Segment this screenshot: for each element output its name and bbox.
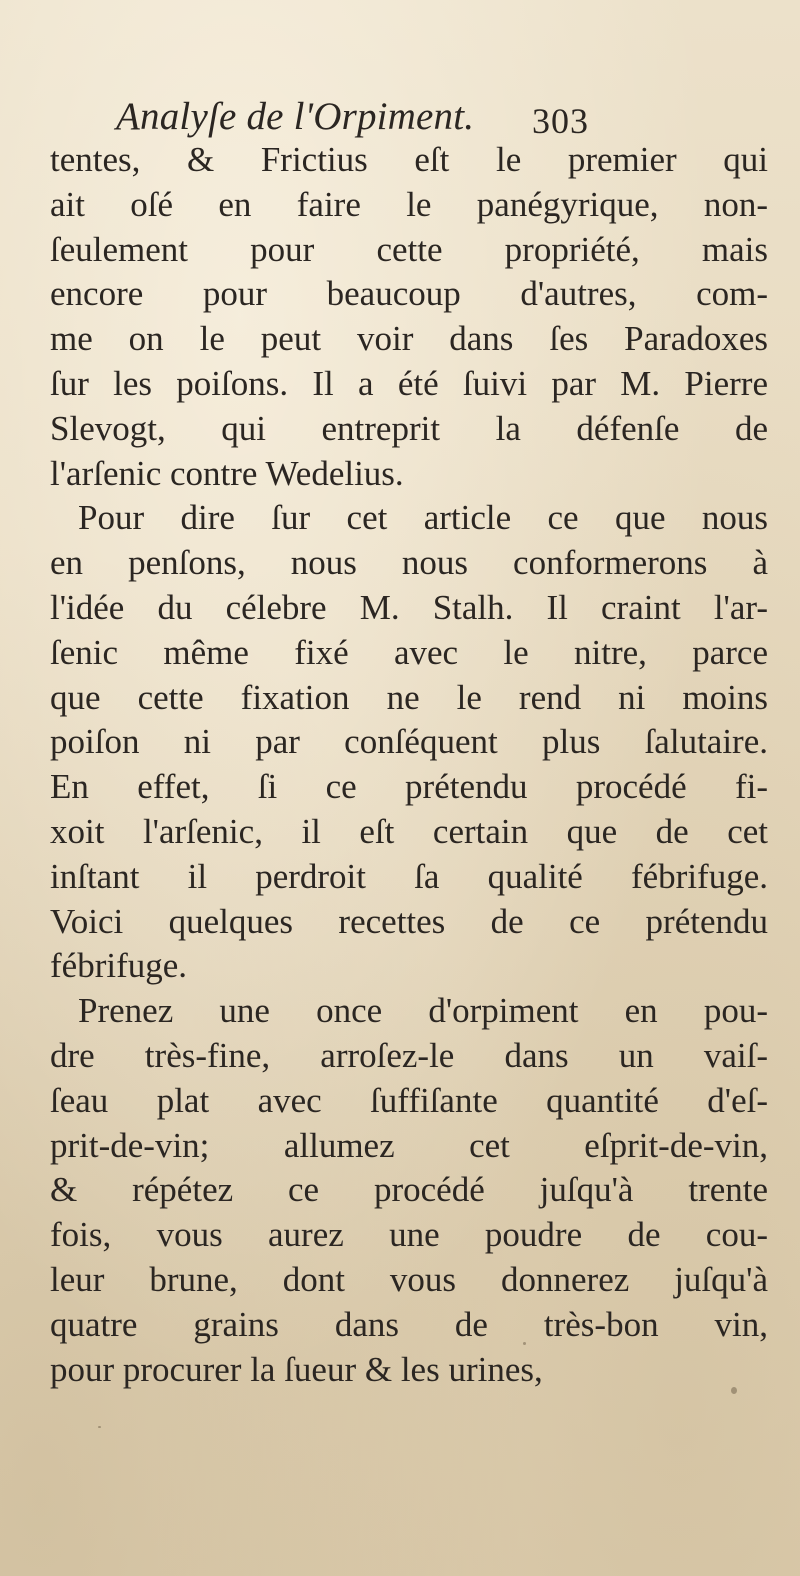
text-line: me on le peut voir dans ſes Paradoxes — [50, 319, 768, 359]
text-line: que cette fixation ne le rend ni moins — [50, 677, 768, 717]
text-line: tentes, & Frictius eſt le premier qui — [50, 140, 768, 179]
page-header — [116, 92, 596, 142]
text-line: prit-de-vin; allumez cet eſprit-de-vin, — [50, 1125, 768, 1165]
text-line: xoit l'arſenic, il eſt certain que de cet — [50, 811, 768, 851]
paragraph-3 — [50, 989, 768, 1392]
text-line: & répétez ce procédé juſqu'à trente — [50, 1170, 768, 1210]
text-line: fébrifuge. — [50, 946, 188, 986]
text-line: Voici quelques recettes de ce prétendu — [50, 901, 768, 941]
page-number: 303 — [532, 101, 589, 141]
text-line: Slevogt, qui entreprit la défenſe de — [50, 408, 768, 448]
running-title: Analyſe de l'Orpiment. — [116, 95, 475, 138]
text-line: l'arſenic contre Wedelius. — [50, 453, 404, 493]
text-line: l'idée du célebre M. Stalh. Il craint l'ar- — [50, 587, 768, 627]
text-line: dre très-fine, arroſez-le dans un vaiſ- — [50, 1035, 768, 1075]
text-line: ſeulement pour cette propriété, mais — [50, 229, 768, 269]
text-line: Pour dire ſur cet article ce que nous — [78, 498, 768, 538]
paragraph-1 — [50, 138, 768, 496]
text-line: quatre grains dans de très-bon vin, — [50, 1304, 768, 1344]
text-line: ſeau plat avec ſuffiſante quantité d'eſ- — [50, 1080, 768, 1120]
text-line: leur brune, dont vous donnerez juſqu'à — [50, 1259, 768, 1299]
body-text — [50, 138, 768, 1392]
text-line: ait oſé en faire le panégyrique, non- — [50, 184, 768, 224]
text-line: encore pour beaucoup d'autres, com- — [50, 274, 768, 314]
text-line: poiſon ni par conſéquent plus ſalutaire. — [50, 722, 768, 762]
text-line: ſur les poiſons. Il a été ſuivi par M. Pierre — [50, 363, 768, 403]
paragraph-2 — [50, 496, 768, 989]
text-line: En effet, ſi ce prétendu procédé fi- — [50, 767, 768, 807]
text-line: fois, vous aurez une poudre de cou- — [50, 1215, 768, 1255]
paper-speck — [731, 1387, 737, 1394]
paper-speck — [523, 1342, 526, 1345]
text-line: pour procurer la ſueur & les urines, — [50, 1349, 543, 1389]
text-line: ſenic même fixé avec le nitre, parce — [50, 632, 768, 672]
text-line: inſtant il perdroit ſa qualité fébrifuge. — [50, 856, 768, 896]
text-line: en penſons, nous nous conformerons à — [50, 543, 768, 583]
text-line: Prenez une once d'orpiment en pou- — [78, 991, 768, 1031]
paper-speck — [98, 1426, 101, 1428]
